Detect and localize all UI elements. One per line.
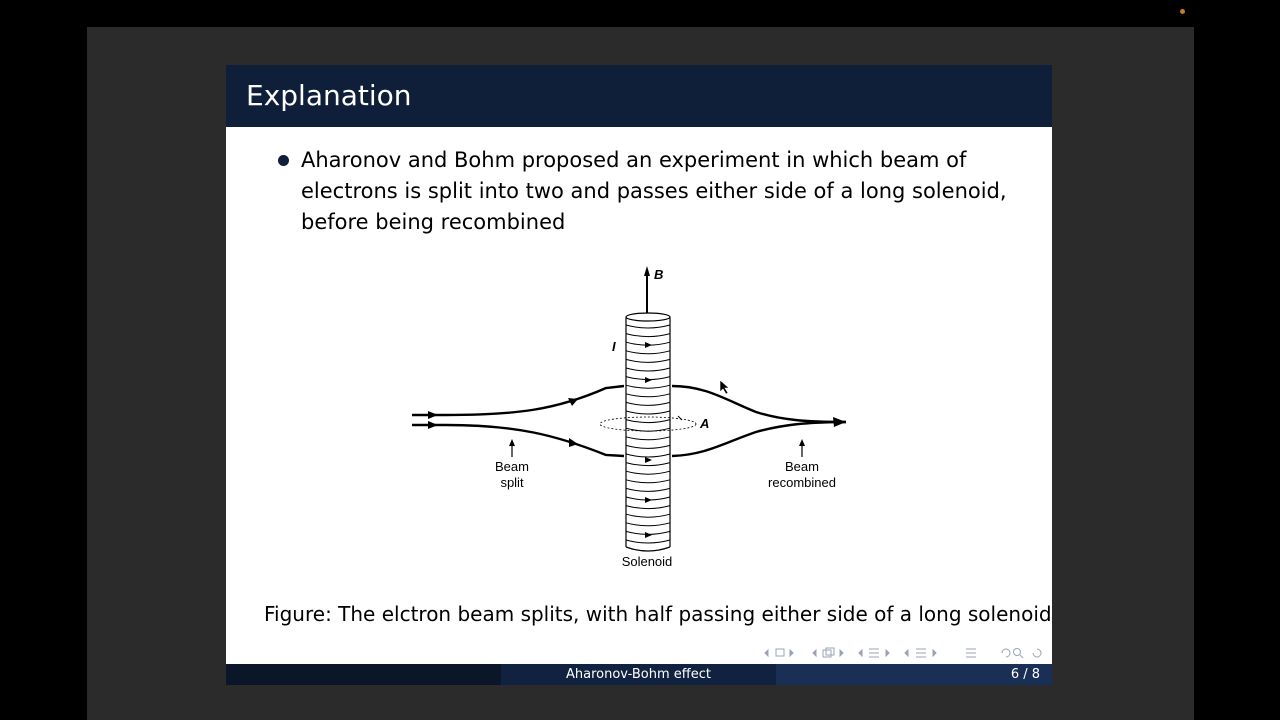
figure-caption: Figure: The elctron beam splits, with half passing either side of a long solenoid	[264, 602, 1052, 626]
aharonov-bohm-figure	[406, 260, 866, 580]
upper-beam-left	[412, 386, 624, 415]
lower-beam-right	[672, 422, 846, 456]
upper-beam-arrowhead	[428, 411, 438, 419]
mouse-cursor-icon	[720, 380, 729, 394]
solenoid	[626, 313, 670, 551]
recombined-arrowhead	[833, 417, 846, 427]
label-beam-split-1: Beam	[495, 459, 529, 474]
label-beam-recombined-1: Beam	[785, 459, 819, 474]
nav-section-icon[interactable]	[905, 649, 936, 657]
recording-indicator-dot	[1180, 9, 1185, 14]
loop-arrow	[678, 416, 682, 420]
label-i: I	[612, 339, 616, 354]
label-a: A	[700, 416, 710, 431]
lower-beam-arrowhead	[428, 421, 438, 429]
b-field-arrowhead	[644, 266, 650, 276]
beam-recombined-pointer-head	[799, 439, 805, 446]
footer-left-segment	[226, 664, 501, 685]
lower-mid-arrowhead	[569, 438, 578, 447]
bullet-text: Aharonov and Bohm proposed an experiment in which beam of electrons is split into two and passes either side of a long solenoid, before being recombined	[301, 148, 1007, 234]
bullet-marker	[278, 155, 289, 166]
slide	[226, 65, 1052, 685]
slide-title: Explanation	[246, 79, 412, 112]
lower-beam-left	[412, 425, 624, 456]
nav-search-icon[interactable]	[1002, 649, 1041, 659]
label-beam-split-2: split	[500, 475, 524, 490]
frame-title-bar	[226, 65, 1052, 127]
label-solenoid: Solenoid	[621, 554, 673, 569]
footer-page-number: 6 / 8	[1010, 667, 1040, 682]
beamer-navigation-symbols	[761, 645, 1045, 661]
label-b: B	[654, 267, 664, 282]
nav-slide-icon[interactable]	[765, 649, 793, 656]
label-beam-recombined-2: recombined	[768, 475, 836, 490]
nav-frame-icon[interactable]	[813, 648, 843, 657]
nav-document-icon[interactable]	[966, 649, 976, 657]
upper-beam-right	[672, 386, 846, 422]
beam-split-pointer-head	[509, 439, 515, 446]
footer-title: Aharonov-Bohm effect	[566, 667, 711, 682]
footer-bar	[226, 664, 1052, 685]
nav-subsection-icon[interactable]	[859, 649, 889, 657]
